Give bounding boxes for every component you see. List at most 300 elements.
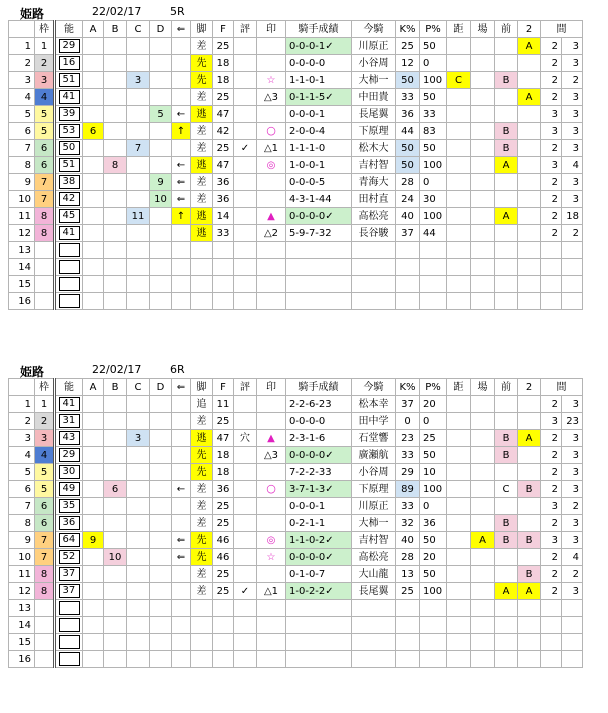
cell-no: 9 <box>9 174 35 191</box>
cell-kan1: 3 <box>541 123 562 140</box>
cell-waku: 6 <box>35 140 55 157</box>
cell-p <box>420 276 447 293</box>
cell-kyaku <box>191 651 213 668</box>
cell-ni: A <box>518 89 541 106</box>
cell-kyaku: 差 <box>191 191 213 208</box>
cell-waku <box>35 651 55 668</box>
cell-waku: 8 <box>35 225 55 242</box>
cell-p: 0 <box>420 413 447 430</box>
cell-ni <box>518 259 541 276</box>
cell-k: 28 <box>396 174 420 191</box>
cell-hyo <box>234 413 257 430</box>
ability-box: 38 <box>59 175 80 189</box>
cell-kishu: 小谷周 <box>352 464 396 481</box>
cell-kyaku: 差 <box>191 174 213 191</box>
table-row <box>9 634 583 651</box>
table-row <box>9 191 583 208</box>
cell-f: 25 <box>213 566 234 583</box>
cell-seiseki: 0-1-1-5✓ <box>286 89 352 106</box>
cell-seiseki <box>286 651 352 668</box>
cell-kyori <box>447 140 471 157</box>
cell-kan2 <box>562 242 583 259</box>
cell-kyori <box>447 55 471 72</box>
cell-shirushi: △1 <box>257 140 286 157</box>
cell-kan2: 3 <box>562 396 583 413</box>
cell-p: 30 <box>420 191 447 208</box>
cell-kishu: 高松亮 <box>352 208 396 225</box>
column-header: 距 <box>447 379 471 396</box>
cell-arrow <box>172 396 191 413</box>
cell-waku: 1 <box>35 38 55 55</box>
cell-kishu <box>352 651 396 668</box>
cell-a <box>83 447 104 464</box>
cell-seiseki: 0-0-0-0✓ <box>286 549 352 566</box>
race-date: 22/02/17 <box>92 5 142 18</box>
column-header: 前 <box>495 379 518 396</box>
cell-ni <box>518 447 541 464</box>
cell-kishu: 小谷周 <box>352 55 396 72</box>
cell-p: 20 <box>420 549 447 566</box>
cell-a <box>83 225 104 242</box>
cell-kishu <box>352 617 396 634</box>
cell-d <box>150 123 172 140</box>
cell-kishu: 石堂響 <box>352 430 396 447</box>
column-header: 今騎 <box>352 379 396 396</box>
cell-a <box>83 430 104 447</box>
cell-kan1: 2 <box>541 89 562 106</box>
cell-c: 11 <box>127 208 150 225</box>
cell-kan2: 3 <box>562 55 583 72</box>
cell-shirushi <box>257 208 286 225</box>
cell-no: 4 <box>9 89 35 106</box>
race-block-6r <box>8 362 583 668</box>
cell-p: 50 <box>420 447 447 464</box>
cell-mae <box>495 396 518 413</box>
column-header: 脚 <box>191 21 213 38</box>
table-row <box>9 259 583 276</box>
cell-kyaku: 先 <box>191 464 213 481</box>
cell-b <box>104 396 127 413</box>
ability-box: 29 <box>59 448 80 462</box>
cell-f: 18 <box>213 72 234 89</box>
cell-shirushi <box>257 617 286 634</box>
cell-d <box>150 208 172 225</box>
cell-a: 9 <box>83 532 104 549</box>
cell-ni <box>518 600 541 617</box>
cell-k: 23 <box>396 430 420 447</box>
cell-k: 29 <box>396 464 420 481</box>
cell-c <box>127 464 150 481</box>
cell-ba <box>471 225 495 242</box>
mark-symbol: ◎ <box>266 159 276 171</box>
cell-kishu: 高松亮 <box>352 549 396 566</box>
cell-nou <box>55 293 83 310</box>
cell-p: 20 <box>420 396 447 413</box>
column-header: F <box>213 21 234 38</box>
cell-mae <box>495 55 518 72</box>
cell-p: 50 <box>420 38 447 55</box>
cell-d <box>150 276 172 293</box>
ability-box: 42 <box>59 192 80 206</box>
cell-ba <box>471 208 495 225</box>
cell-d <box>150 89 172 106</box>
ability-box <box>59 635 80 649</box>
cell-kan1: 2 <box>541 174 562 191</box>
cell-ba <box>471 174 495 191</box>
cell-f: 25 <box>213 38 234 55</box>
cell-no: 3 <box>9 72 35 89</box>
cell-kyaku: 逃 <box>191 430 213 447</box>
cell-k: 32 <box>396 515 420 532</box>
cell-c <box>127 532 150 549</box>
cell-d <box>150 634 172 651</box>
cell-nou <box>55 72 83 89</box>
cell-no: 2 <box>9 55 35 72</box>
cell-nou <box>55 634 83 651</box>
cell-seiseki: 2-0-0-4 <box>286 123 352 140</box>
cell-d <box>150 651 172 668</box>
cell-seiseki <box>286 634 352 651</box>
cell-k: 12 <box>396 55 420 72</box>
cell-b <box>104 447 127 464</box>
cell-k <box>396 617 420 634</box>
cell-f <box>213 651 234 668</box>
cell-kishu <box>352 242 396 259</box>
table-row <box>9 38 583 55</box>
cell-seiseki: 1-1-1-0 <box>286 140 352 157</box>
cell-f: 11 <box>213 396 234 413</box>
cell-hyo <box>234 634 257 651</box>
cell-kan2: 3 <box>562 481 583 498</box>
cell-b <box>104 413 127 430</box>
cell-kan1: 3 <box>541 532 562 549</box>
cell-kan1: 2 <box>541 191 562 208</box>
cell-hyo <box>234 549 257 566</box>
cell-d <box>150 515 172 532</box>
cell-kishu: 大柿一 <box>352 72 396 89</box>
cell-kyori <box>447 191 471 208</box>
cell-a <box>83 276 104 293</box>
cell-d <box>150 498 172 515</box>
cell-d <box>150 157 172 174</box>
cell-c <box>127 515 150 532</box>
cell-kyori <box>447 583 471 600</box>
ability-box <box>59 652 80 666</box>
cell-nou <box>55 191 83 208</box>
column-header: 2 <box>518 21 541 38</box>
cell-a <box>83 242 104 259</box>
cell-hyo <box>234 225 257 242</box>
cell-b <box>104 89 127 106</box>
cell-hyo <box>234 464 257 481</box>
cell-a <box>83 174 104 191</box>
cell-kan1 <box>541 617 562 634</box>
cell-c <box>127 447 150 464</box>
cell-kan2: 23 <box>562 413 583 430</box>
cell-b <box>104 174 127 191</box>
cell-kyaku: 差 <box>191 498 213 515</box>
cell-kan1: 2 <box>541 481 562 498</box>
table-row <box>9 123 583 140</box>
cell-nou <box>55 38 83 55</box>
cell-kyaku: 逃 <box>191 157 213 174</box>
race-block-5r <box>8 4 583 310</box>
race-title <box>8 362 583 378</box>
cell-nou <box>55 566 83 583</box>
cell-shirushi <box>257 430 286 447</box>
table-row <box>9 293 583 310</box>
cell-kan1: 2 <box>541 38 562 55</box>
cell-no: 8 <box>9 515 35 532</box>
cell-kan2: 3 <box>562 174 583 191</box>
cell-waku: 1 <box>35 396 55 413</box>
cell-k: 25 <box>396 38 420 55</box>
cell-kyori <box>447 123 471 140</box>
cell-b <box>104 140 127 157</box>
cell-k: 37 <box>396 396 420 413</box>
cell-kyori <box>447 566 471 583</box>
mark-symbol: ▲ <box>267 210 275 222</box>
cell-no: 7 <box>9 498 35 515</box>
cell-nou <box>55 430 83 447</box>
cell-hyo <box>234 600 257 617</box>
cell-b <box>104 191 127 208</box>
cell-shirushi <box>257 259 286 276</box>
cell-nou <box>55 583 83 600</box>
cell-k <box>396 600 420 617</box>
column-header: A <box>83 379 104 396</box>
cell-nou <box>55 123 83 140</box>
cell-k: 36 <box>396 106 420 123</box>
cell-ba <box>471 447 495 464</box>
cell-f: 36 <box>213 174 234 191</box>
cell-mae: C <box>495 481 518 498</box>
cell-k: 25 <box>396 583 420 600</box>
cell-no: 3 <box>9 430 35 447</box>
cell-waku: 6 <box>35 498 55 515</box>
cell-kyaku: 逃 <box>191 106 213 123</box>
ability-box: 35 <box>59 499 80 513</box>
cell-k: 33 <box>396 498 420 515</box>
cell-ba <box>471 634 495 651</box>
cell-b <box>104 225 127 242</box>
cell-ba: A <box>471 532 495 549</box>
column-header: 前 <box>495 21 518 38</box>
cell-ni <box>518 191 541 208</box>
cell-ni: B <box>518 481 541 498</box>
cell-kyori <box>447 89 471 106</box>
cell-c <box>127 481 150 498</box>
ability-box: 49 <box>59 482 80 496</box>
ability-box: 41 <box>59 397 80 411</box>
cell-c <box>127 396 150 413</box>
table-row <box>9 208 583 225</box>
cell-f: 25 <box>213 583 234 600</box>
cell-hyo <box>234 276 257 293</box>
cell-ni: B <box>518 532 541 549</box>
cell-a <box>83 600 104 617</box>
column-header: K% <box>396 379 420 396</box>
ability-box: 43 <box>59 431 80 445</box>
cell-ni <box>518 498 541 515</box>
cell-d: 10 <box>150 191 172 208</box>
cell-seiseki: 7-2-2-33 <box>286 464 352 481</box>
cell-mae: B <box>495 532 518 549</box>
cell-mae <box>495 549 518 566</box>
cell-kan2: 3 <box>562 140 583 157</box>
cell-p: 50 <box>420 140 447 157</box>
column-header: B <box>104 379 127 396</box>
cell-f: 18 <box>213 447 234 464</box>
cell-kyaku: 差 <box>191 481 213 498</box>
cell-shirushi <box>257 515 286 532</box>
cell-c <box>127 259 150 276</box>
cell-mae: B <box>495 515 518 532</box>
cell-kyori <box>447 481 471 498</box>
cell-kan1: 2 <box>541 396 562 413</box>
cell-p: 100 <box>420 157 447 174</box>
cell-mae <box>495 651 518 668</box>
cell-arrow <box>172 617 191 634</box>
cell-waku: 5 <box>35 481 55 498</box>
cell-d <box>150 566 172 583</box>
cell-seiseki: 0-0-0-1 <box>286 106 352 123</box>
cell-ba <box>471 276 495 293</box>
cell-c <box>127 123 150 140</box>
cell-kan2: 4 <box>562 549 583 566</box>
cell-kan1 <box>541 259 562 276</box>
cell-waku <box>35 600 55 617</box>
cell-hyo <box>234 259 257 276</box>
cell-hyo: ✓ <box>234 583 257 600</box>
cell-d <box>150 293 172 310</box>
cell-b <box>104 430 127 447</box>
cell-kan1: 2 <box>541 549 562 566</box>
cell-c <box>127 583 150 600</box>
cell-ba <box>471 498 495 515</box>
cell-nou <box>55 225 83 242</box>
cell-f: 33 <box>213 225 234 242</box>
cell-seiseki <box>286 293 352 310</box>
cell-waku: 7 <box>35 549 55 566</box>
cell-seiseki: 0-0-0-1✓ <box>286 38 352 55</box>
cell-kishu: 松木大 <box>352 140 396 157</box>
race-title <box>8 4 583 20</box>
table-row <box>9 413 583 430</box>
cell-mae <box>495 106 518 123</box>
cell-kishu: 川原正 <box>352 498 396 515</box>
cell-ni <box>518 651 541 668</box>
ability-box: 39 <box>59 107 80 121</box>
cell-shirushi <box>257 38 286 55</box>
cell-hyo: 穴 <box>234 430 257 447</box>
cell-f: 47 <box>213 157 234 174</box>
cell-seiseki: 0-1-0-7 <box>286 566 352 583</box>
cell-b <box>104 123 127 140</box>
cell-kyori <box>447 447 471 464</box>
cell-no: 12 <box>9 583 35 600</box>
cell-kishu: 長尾翼 <box>352 583 396 600</box>
cell-kan2: 3 <box>562 123 583 140</box>
ability-box: 31 <box>59 414 80 428</box>
cell-seiseki: 4-3-1-44 <box>286 191 352 208</box>
cell-d <box>150 38 172 55</box>
column-header: 場 <box>471 379 495 396</box>
ability-box: 45 <box>59 209 80 223</box>
cell-f: 46 <box>213 532 234 549</box>
cell-kyaku: 差 <box>191 566 213 583</box>
cell-p <box>420 242 447 259</box>
mark-symbol: ☆ <box>266 551 276 563</box>
column-header: 枠 <box>35 21 55 38</box>
cell-kan2 <box>562 293 583 310</box>
cell-kishu: 長尾翼 <box>352 106 396 123</box>
cell-p: 50 <box>420 89 447 106</box>
race-table <box>8 378 583 668</box>
cell-kyaku: 差 <box>191 89 213 106</box>
table-row <box>9 89 583 106</box>
cell-waku: 6 <box>35 515 55 532</box>
cell-ba <box>471 617 495 634</box>
cell-mae <box>495 293 518 310</box>
cell-b <box>104 276 127 293</box>
ability-box: 41 <box>59 90 80 104</box>
cell-d <box>150 447 172 464</box>
cell-ba <box>471 106 495 123</box>
cell-waku: 6 <box>35 157 55 174</box>
cell-hyo <box>234 208 257 225</box>
cell-kan1: 2 <box>541 447 562 464</box>
mark-symbol: ▲ <box>267 432 275 444</box>
header-blank <box>9 379 35 396</box>
cell-ba <box>471 413 495 430</box>
cell-d <box>150 430 172 447</box>
cell-kyaku: 先 <box>191 55 213 72</box>
cell-hyo <box>234 617 257 634</box>
cell-f <box>213 634 234 651</box>
ability-box: 41 <box>59 226 80 240</box>
cell-kishu <box>352 259 396 276</box>
cell-d <box>150 259 172 276</box>
cell-kyaku <box>191 617 213 634</box>
cell-arrow: ⇐ <box>172 174 191 191</box>
cell-mae: A <box>495 157 518 174</box>
cell-kishu: 青海大 <box>352 174 396 191</box>
cell-ni <box>518 174 541 191</box>
cell-p <box>420 293 447 310</box>
cell-kan2: 3 <box>562 191 583 208</box>
cell-hyo <box>234 481 257 498</box>
cell-kyori <box>447 634 471 651</box>
table-row <box>9 430 583 447</box>
cell-ni <box>518 464 541 481</box>
cell-kishu: 田中学 <box>352 413 396 430</box>
cell-b <box>104 498 127 515</box>
cell-k: 13 <box>396 566 420 583</box>
cell-d <box>150 396 172 413</box>
ability-box <box>59 294 80 308</box>
cell-shirushi <box>257 413 286 430</box>
cell-ni: A <box>518 38 541 55</box>
cell-seiseki: 0-0-0-0 <box>286 55 352 72</box>
cell-kyori <box>447 532 471 549</box>
cell-nou <box>55 498 83 515</box>
cell-a <box>83 259 104 276</box>
table-row <box>9 174 583 191</box>
ability-box <box>59 277 80 291</box>
cell-arrow <box>172 498 191 515</box>
cell-f: 18 <box>213 464 234 481</box>
